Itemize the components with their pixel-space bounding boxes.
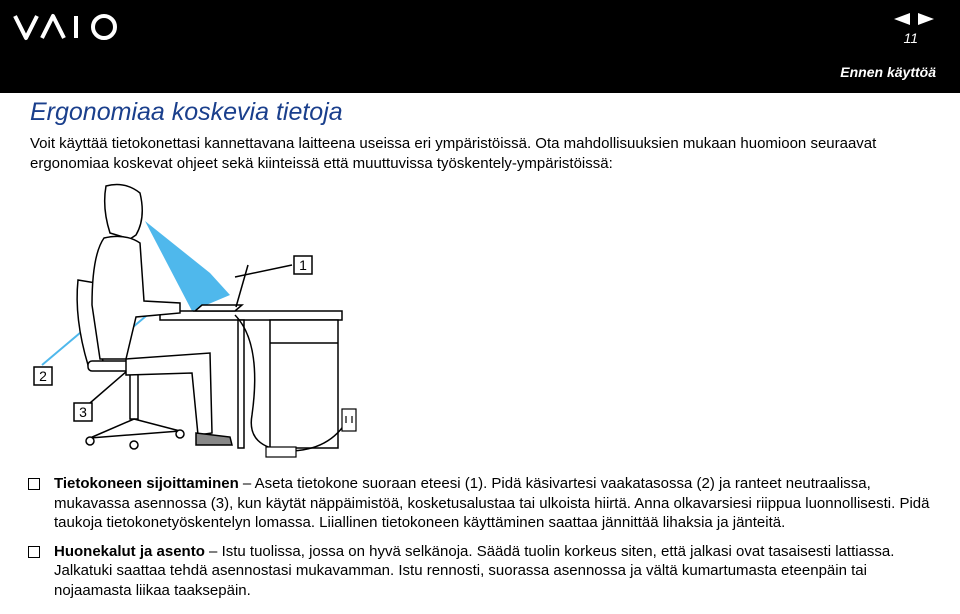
bullet-title: Tietokoneen sijoittaminen xyxy=(54,475,239,492)
ergonomics-list xyxy=(28,474,940,609)
wall-outlet xyxy=(342,409,356,431)
svg-text:3: 3 xyxy=(79,404,87,420)
bullet-text: Aseta tietokone suoraan eteesi (1). Pidä käsivartesi vaakatasossa (2) ja ranteet neutraalissa, mukavassa asennossa (3), kun käytät näppäimistöä, kosketusalustaa tai ulkoista hiirtä. Anna olkavarsiesi riippua luonnollisesti. Pidä taukoja tietokonetyöskentelyn lomassa. Liiallinen tietokoneen käyttäminen saattaa jännittää lihaksia ja jänteitä. xyxy=(54,475,930,531)
section-name: Ennen käyttöä xyxy=(840,64,936,80)
page-title: Ergonomiaa koskevia tietoja xyxy=(30,98,343,126)
list-item xyxy=(28,542,940,601)
bullet-title: Huonekalut ja asento xyxy=(54,542,205,560)
callout-box-2 xyxy=(34,367,52,385)
checkbox-bullet-icon xyxy=(28,478,40,490)
list-item xyxy=(28,474,940,533)
page-navigation xyxy=(892,12,936,26)
bullet-separator: – xyxy=(238,475,255,492)
ergonomics-illustration xyxy=(30,183,360,468)
arrow-left-icon[interactable] xyxy=(892,12,912,26)
vaio-logo xyxy=(12,10,124,44)
page-number: 11 xyxy=(903,30,918,46)
intro-paragraph: Voit käyttää tietokonettasi kannettavana laitteena useissa eri ympäristöissä. Ota mahdollisuuksien mukaan huomioon seuraavat ergonomiaa koskevat ohjeet sekä kiinteissä että muuttuvissa työskentely-ympäristöissä: xyxy=(30,135,877,172)
checkbox-bullet-icon xyxy=(28,546,40,558)
arrow-right-icon[interactable] xyxy=(916,12,936,26)
svg-text:2: 2 xyxy=(39,368,47,384)
callout-box-1 xyxy=(294,256,312,274)
power-adapter xyxy=(266,447,296,457)
bullet-separator: – xyxy=(204,542,222,560)
callout-line-1 xyxy=(235,265,292,277)
page-header xyxy=(0,0,960,93)
view-beam xyxy=(145,221,230,311)
bullet-text: Istu tuolissa, jossa on hyvä selkänoja. Säädä tuolin korkeus siten, että jalkasi ovat tasaisesti lattiassa. Jalkatuki saattaa tehdä asennostasi mukavamman. Istu rennosti, suorassa asennossa ja vältä kumartumasta eteenpäin tai nojaamasta liikaa taaksepäin. xyxy=(54,542,895,599)
svg-text:1: 1 xyxy=(299,257,307,273)
callout-box-3 xyxy=(74,403,92,421)
